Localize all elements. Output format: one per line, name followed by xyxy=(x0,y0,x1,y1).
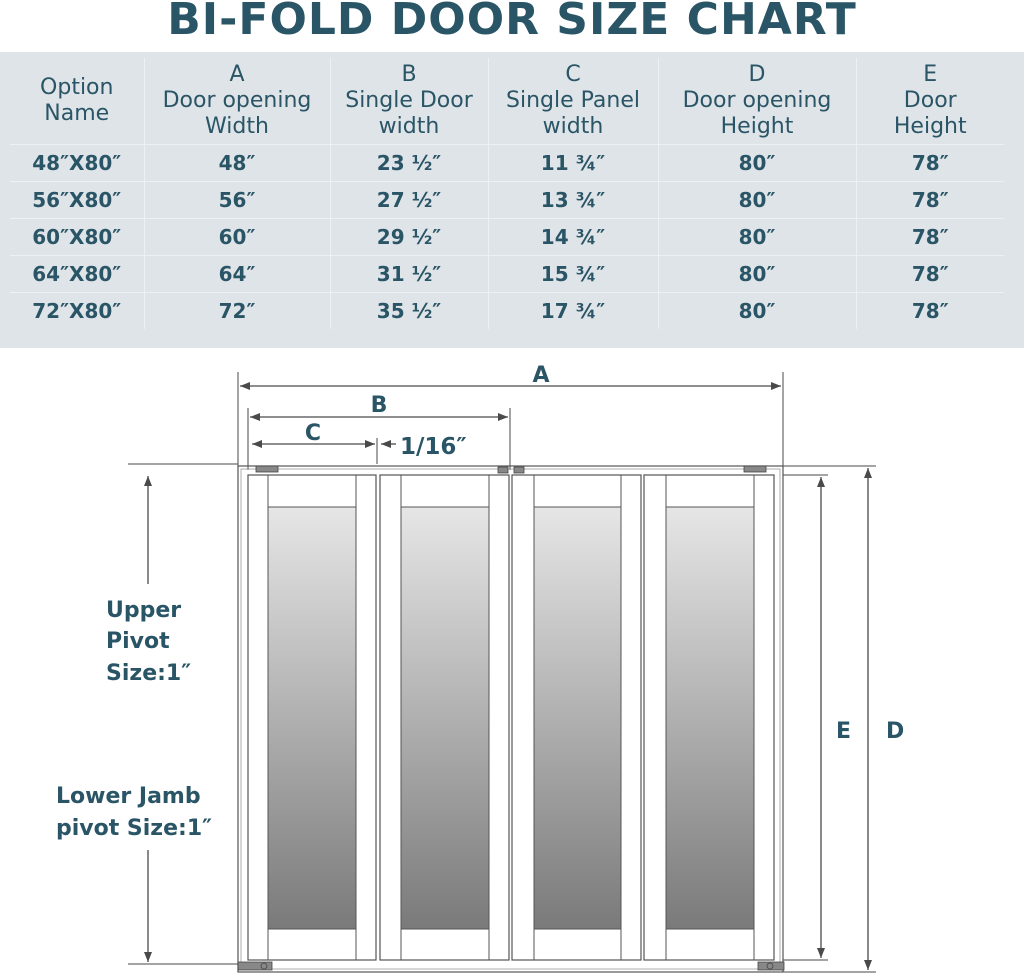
gap-dimension xyxy=(381,434,467,460)
header-c xyxy=(488,58,658,145)
header-line: Option xyxy=(40,75,114,100)
header-d xyxy=(658,58,856,145)
cell-d: 80″ xyxy=(658,293,856,330)
dim-c-label: C xyxy=(304,421,322,446)
header-letter: B xyxy=(401,62,417,87)
cell-c: 14 ¾″ xyxy=(488,219,658,256)
dimension-d xyxy=(868,468,904,970)
upper-pivot-line: Size:1″ xyxy=(106,661,192,686)
dimension-a xyxy=(240,363,781,388)
gap-label: 1/16″ xyxy=(400,434,467,460)
glass-pane xyxy=(268,507,356,929)
glass-pane xyxy=(401,507,489,929)
table-row xyxy=(10,182,1004,219)
pivot-dimension xyxy=(56,476,212,962)
upper-pivot-label xyxy=(106,598,191,686)
table-row xyxy=(10,256,1004,293)
cell-a: 60″ xyxy=(144,219,330,256)
cell-c: 11 ¾″ xyxy=(488,145,658,182)
cell-d: 80″ xyxy=(658,256,856,293)
dimension-e xyxy=(821,477,851,958)
dim-d-label: D xyxy=(886,719,905,744)
header-line: Door opening xyxy=(682,88,832,113)
cell-option-name: 56″X80″ xyxy=(10,182,144,219)
cell-e: 78″ xyxy=(856,182,1004,219)
dim-b-label: B xyxy=(370,393,388,418)
dimension-b xyxy=(250,393,508,418)
table-row xyxy=(10,293,1004,330)
cell-d: 80″ xyxy=(658,182,856,219)
header-letter: C xyxy=(565,62,581,87)
cell-d: 80″ xyxy=(658,219,856,256)
glass-pane xyxy=(666,507,754,929)
dim-a-label: A xyxy=(532,363,550,388)
cell-d: 80″ xyxy=(658,145,856,182)
cell-a: 48″ xyxy=(144,145,330,182)
lower-pivot-line: Lower Jamb xyxy=(56,784,201,809)
size-table-panel xyxy=(0,52,1024,348)
cell-e: 78″ xyxy=(856,219,1004,256)
cell-e: 78″ xyxy=(856,256,1004,293)
header-line: Height xyxy=(720,114,794,139)
cell-e: 78″ xyxy=(911,299,949,323)
cell-option-name: 48″X80″ xyxy=(10,145,144,182)
upper-pivot-line: Upper xyxy=(106,598,182,623)
header-a xyxy=(144,58,330,145)
door-diagram xyxy=(0,350,1024,976)
chart-title: BI-FOLD DOOR SIZE CHART xyxy=(167,0,857,45)
dim-e-label: E xyxy=(836,719,852,744)
cell-b: 29 ½″ xyxy=(330,219,488,256)
header-b xyxy=(330,58,488,145)
door-panel xyxy=(512,475,641,960)
header-line: Width xyxy=(205,114,269,139)
cell-a: 56″ xyxy=(144,182,330,219)
cell-b: 27 ½″ xyxy=(330,182,488,219)
door-panel xyxy=(644,475,774,960)
header-letter: A xyxy=(229,62,245,87)
dimension-c xyxy=(252,421,375,446)
cell-c: 15 ¾″ xyxy=(488,256,658,293)
header-line: Door xyxy=(903,88,957,113)
header-line: Door opening xyxy=(162,88,312,113)
cell-a: 64″ xyxy=(144,256,330,293)
cell-option-name: 64″X80″ xyxy=(10,256,144,293)
upper-pivot-line: Pivot xyxy=(106,629,170,654)
cell-option-name: 72″X80″ xyxy=(10,293,144,330)
header-line: Single Door xyxy=(345,88,473,113)
cell-b: 31 ½″ xyxy=(330,256,488,293)
header-e xyxy=(856,58,1004,145)
door-panel xyxy=(380,475,509,960)
size-table xyxy=(10,58,1004,329)
table-row xyxy=(10,219,1004,256)
table-header-row xyxy=(10,58,1004,145)
header-option-name xyxy=(10,58,144,145)
header-line: Height xyxy=(893,114,967,139)
cell-c: 13 ¾″ xyxy=(488,182,658,219)
cell-c: 17 ¾″ xyxy=(488,293,658,330)
door-panel xyxy=(248,475,376,960)
lower-pivot-label xyxy=(56,784,212,841)
header-line: Name xyxy=(44,101,110,126)
cell-b: 23 ½″ xyxy=(330,145,488,182)
glass-pane xyxy=(534,507,621,929)
header-letter: D xyxy=(748,62,766,87)
lower-pivot-line: pivot Size:1″ xyxy=(56,816,212,841)
cell-option-name: 60″X80″ xyxy=(10,219,144,256)
header-letter: E xyxy=(923,62,938,87)
header-line: width xyxy=(378,114,440,139)
cell-b: 35 ½″ xyxy=(330,293,488,330)
table-row xyxy=(10,145,1004,182)
header-line: width xyxy=(542,114,604,139)
cell-a: 72″ xyxy=(144,293,330,330)
header-line: Single Panel xyxy=(506,88,640,113)
cell-e: 78″ xyxy=(856,145,1004,182)
